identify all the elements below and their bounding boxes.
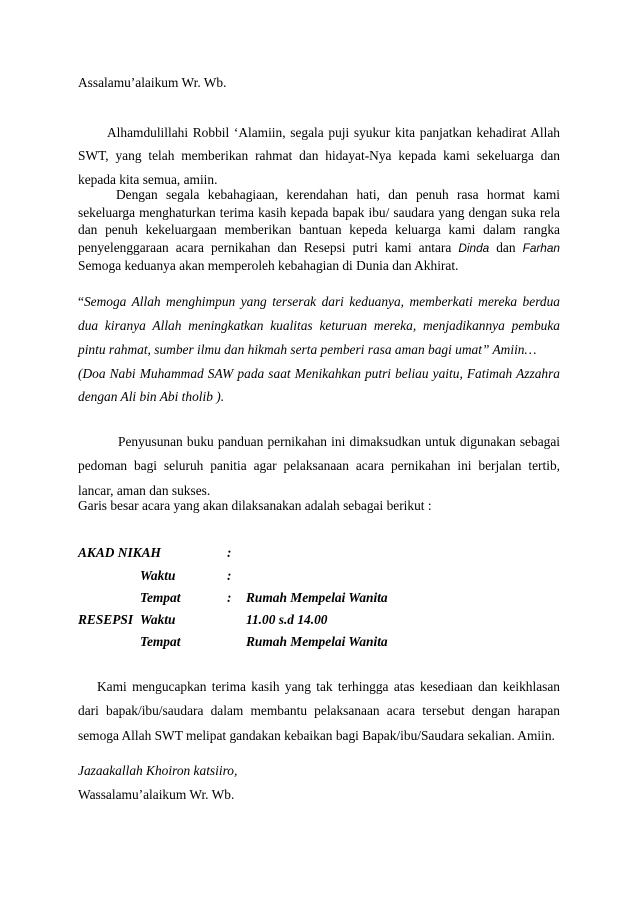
resepsi-tempat-value: Rumah Mempelai Wanita	[246, 634, 388, 649]
closing-prayer: Jazaakallah Khoiron katsiiro,	[78, 763, 238, 778]
closing-paragraph: Kami mengucapkan terima kasih yang tak terhingga atas kesediaan dan keikhlasan dari bapak/ibu/saudara dalam membantu pelaksanaan acara tersebut dengan harapan semoga Allah SWT melipat gandakan kebaikan bagi Bapak/ibu/Saudara sekalian. Amiin.	[78, 679, 560, 743]
greeting: Assalamu’alaikum Wr. Wb.	[78, 75, 227, 90]
quote-open-mark: “	[78, 294, 84, 309]
schedule-intro: Garis besar acara yang akan dilaksanakan adalah sebagai berikut :	[78, 498, 432, 513]
prayer-source: (Doa Nabi Muhammad SAW pada saat Menikahkan putri beliau yaitu, Fatimah Azzahra dengan Ali bin Abi tholib ).	[78, 366, 560, 405]
akad-colon: :	[227, 545, 232, 560]
closing-salutation: Wassalamu’alaikum Wr. Wb.	[78, 787, 235, 802]
thanks-text-b: Semoga keduanya akan memperoleh kebahagian di Dunia dan Akhirat.	[78, 258, 459, 274]
groom-name: Farhan	[522, 240, 560, 255]
resepsi-waktu-label: Waktu	[140, 612, 176, 627]
resepsi-tempat-label: Tempat	[140, 634, 181, 649]
thanks-and: dan	[496, 239, 516, 255]
bride-name: Dinda	[458, 240, 490, 255]
resepsi-waktu-value: 11.00 s.d 14.00	[246, 612, 328, 627]
prayer-quote	[78, 290, 560, 363]
purpose-paragraph: Penyusunan buku panduan pernikahan ini dimaksudkan untuk digunakan sebagai pedoman bagi seluruh panitia agar pelaksanaan acara pernikahan ini berjalan tertib, lancar, aman dan sukses.	[78, 434, 560, 498]
akad-tempat-label: Tempat	[140, 590, 181, 605]
akad-tempat-value: Rumah Mempelai Wanita	[246, 590, 388, 605]
thanks-text-a: Dengan segala kebahagiaan, kerendahan hati, dan penuh rasa hormat kami sekeluarga menghaturkan terima kasih kepada bapak ibu/ saudara yang dengan suka rela dan penuh kekeluargaan memberikan bantuan kepeda keluarga kami dalam rangka penyelenggaraan acara pernikahan dan Resepsi putri kami antara	[78, 187, 560, 255]
akad-label: AKAD NIKAH	[78, 545, 161, 560]
opening-paragraph: Alhamdulillahi Robbil ‘Alamiin, segala puji syukur kita panjatkan kehadirat Allah SWT, yang telah memberikan rahmat dan hidayat-Nya kepada kami sekeluarga dan kepada kita semua, amiin.	[78, 125, 560, 187]
resepsi-label: RESEPSI	[78, 612, 134, 627]
thanks-paragraph	[78, 186, 560, 275]
akad-waktu-label: Waktu	[140, 568, 176, 583]
akad-tempat-colon: :	[227, 590, 232, 605]
quote-text: Semoga Allah menghimpun yang terserak dari keduanya, memberkati mereka berdua dua kiranya Allah meningkatkan kualitas keturuan mereka, menjadikannya pembuka pintu rahmat, sumber ilmu dan hikmah serta pemberi rasa aman bagi umat” Amiin…	[78, 294, 560, 358]
akad-waktu-colon: :	[227, 568, 232, 583]
